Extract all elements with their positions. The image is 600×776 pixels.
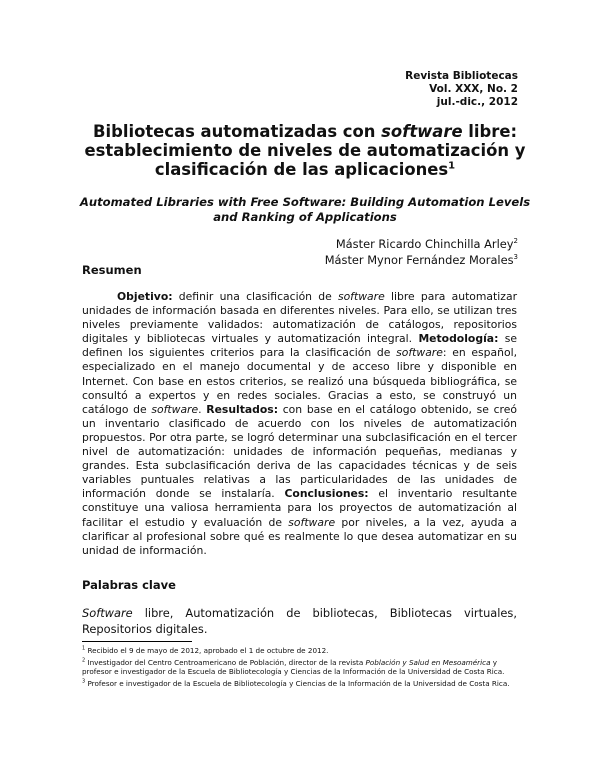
author-line: [325, 236, 518, 252]
title-part-2: libre: establecimiento de niveles de automatización y clasificación de las aplicaciones: [84, 122, 526, 179]
author-list: [325, 236, 518, 268]
abstract-text: por niveles, a la vez, ayuda a clarificar al profesional sobre qué es realmente lo que desea automatizar en su unidad de información.: [82, 515, 517, 557]
footnote-3: [82, 679, 522, 689]
journal-date: jul.-dic., 2012: [436, 96, 518, 108]
abstract-text: .: [198, 402, 207, 416]
author-line: [325, 252, 518, 268]
keywords-body: [82, 605, 517, 637]
abstract-italic: software: [288, 515, 336, 529]
objetivo-label: Objetivo:: [117, 290, 173, 303]
author-name: Máster Mynor Fernández Morales: [324, 253, 514, 267]
footnote-mark: 1: [82, 645, 86, 652]
keywords-text: libre, Automatización de bibliotecas, Bibliotecas virtuales, Repositorios digitales.: [82, 606, 517, 636]
abstract-text: el inventario resultante constituye una valiosa herramienta para los proyectos de automatización al facilitar el estudio y evaluación de: [82, 487, 517, 529]
abstract-italic: software: [151, 402, 199, 416]
journal-header: [405, 70, 518, 109]
footnote-italic: Población y Salud en Mesoamérica: [365, 657, 491, 667]
conclusiones-label: Conclusiones:: [284, 487, 369, 501]
abstract-text: definir una clasificación de: [172, 290, 338, 303]
author-footnote-mark: 3: [513, 253, 518, 262]
abstract-italic: software: [396, 346, 443, 360]
footnote-separator: [82, 641, 192, 642]
author-footnote-mark: 2: [513, 237, 518, 246]
abstract-heading: Resumen: [82, 263, 142, 277]
abstract-text: libre para automatizar unidades de información basada en diferentes niveles. Para ello, se utilizan tres niveles previamente validados: automatización de catálogos, repositorios digitales y bibliotecas virtuales y automatización integral.: [82, 290, 518, 346]
journal-name: Revista Bibliotecas: [405, 70, 518, 82]
footnote-2: [82, 658, 522, 677]
footnote-mark: 3: [82, 678, 86, 685]
footnote-1: [82, 646, 522, 656]
footnote-mark: 2: [82, 657, 86, 664]
footnote-text: Investigador del Centro Centroamericano de Población, director de la revista: [85, 657, 366, 667]
keywords-heading: Palabras clave: [82, 578, 176, 592]
journal-volume: Vol. XXX, No. 2: [429, 83, 518, 95]
paper-title: [60, 122, 550, 179]
keywords-italic: Software: [82, 606, 133, 620]
abstract-text: : en español, especializado en el manejo documental y de acceso libre y disponible en Internet. Con base en estos criterios, se realizó una búsqueda bibliográfica, se consultó a expertos y en redes sociales. Gracias a esto, se construyó un catálogo de: [82, 346, 517, 416]
abstract-italic: software: [337, 290, 385, 303]
abstract-text: con base en el catálogo obtenido, se creó un inventario clasificado de acuerdo con los niveles de automatización propuestos. Por otra parte, se logró determinar una subclasificación en el tercer nivel de automatización: unidades de información pequeñas, medianas y grandes. Esta subclasificación deriva de las capacidades técnicas y de seis variables puntuales relativas a las particularidades de las unidades de información donde se instalaría.: [82, 402, 517, 501]
footnote-text: Profesor e investigador de la Escuela de Bibliotecología y Ciencias de la Información de la Universidad de Costa Rica.: [85, 678, 510, 688]
resultados-label: Resultados:: [206, 402, 279, 416]
title-footnote-mark: 1: [448, 160, 456, 172]
english-title: Automated Libraries with Free Software: Building Automation Levels and Ranking of Applications: [79, 195, 531, 224]
author-name: Máster Ricardo Chinchilla Arley: [335, 237, 514, 251]
footnote-text: y profesor e investigador de la Escuela de Bibliotecología y Ciencias de la Información de la Universidad de Costa Rica.: [82, 657, 505, 677]
title-italic: software: [381, 122, 463, 141]
abstract-text: se definen los siguientes criterios para la clasificación de: [82, 332, 517, 360]
footnotes: [82, 646, 522, 690]
abstract-body: [82, 290, 517, 558]
footnote-text: Recibido el 9 de mayo de 2012, aprobado el 1 de octubre de 2012.: [85, 646, 329, 655]
title-part-1: Bibliotecas automatizadas con: [93, 122, 382, 141]
metodologia-label: Metodología:: [418, 332, 499, 346]
